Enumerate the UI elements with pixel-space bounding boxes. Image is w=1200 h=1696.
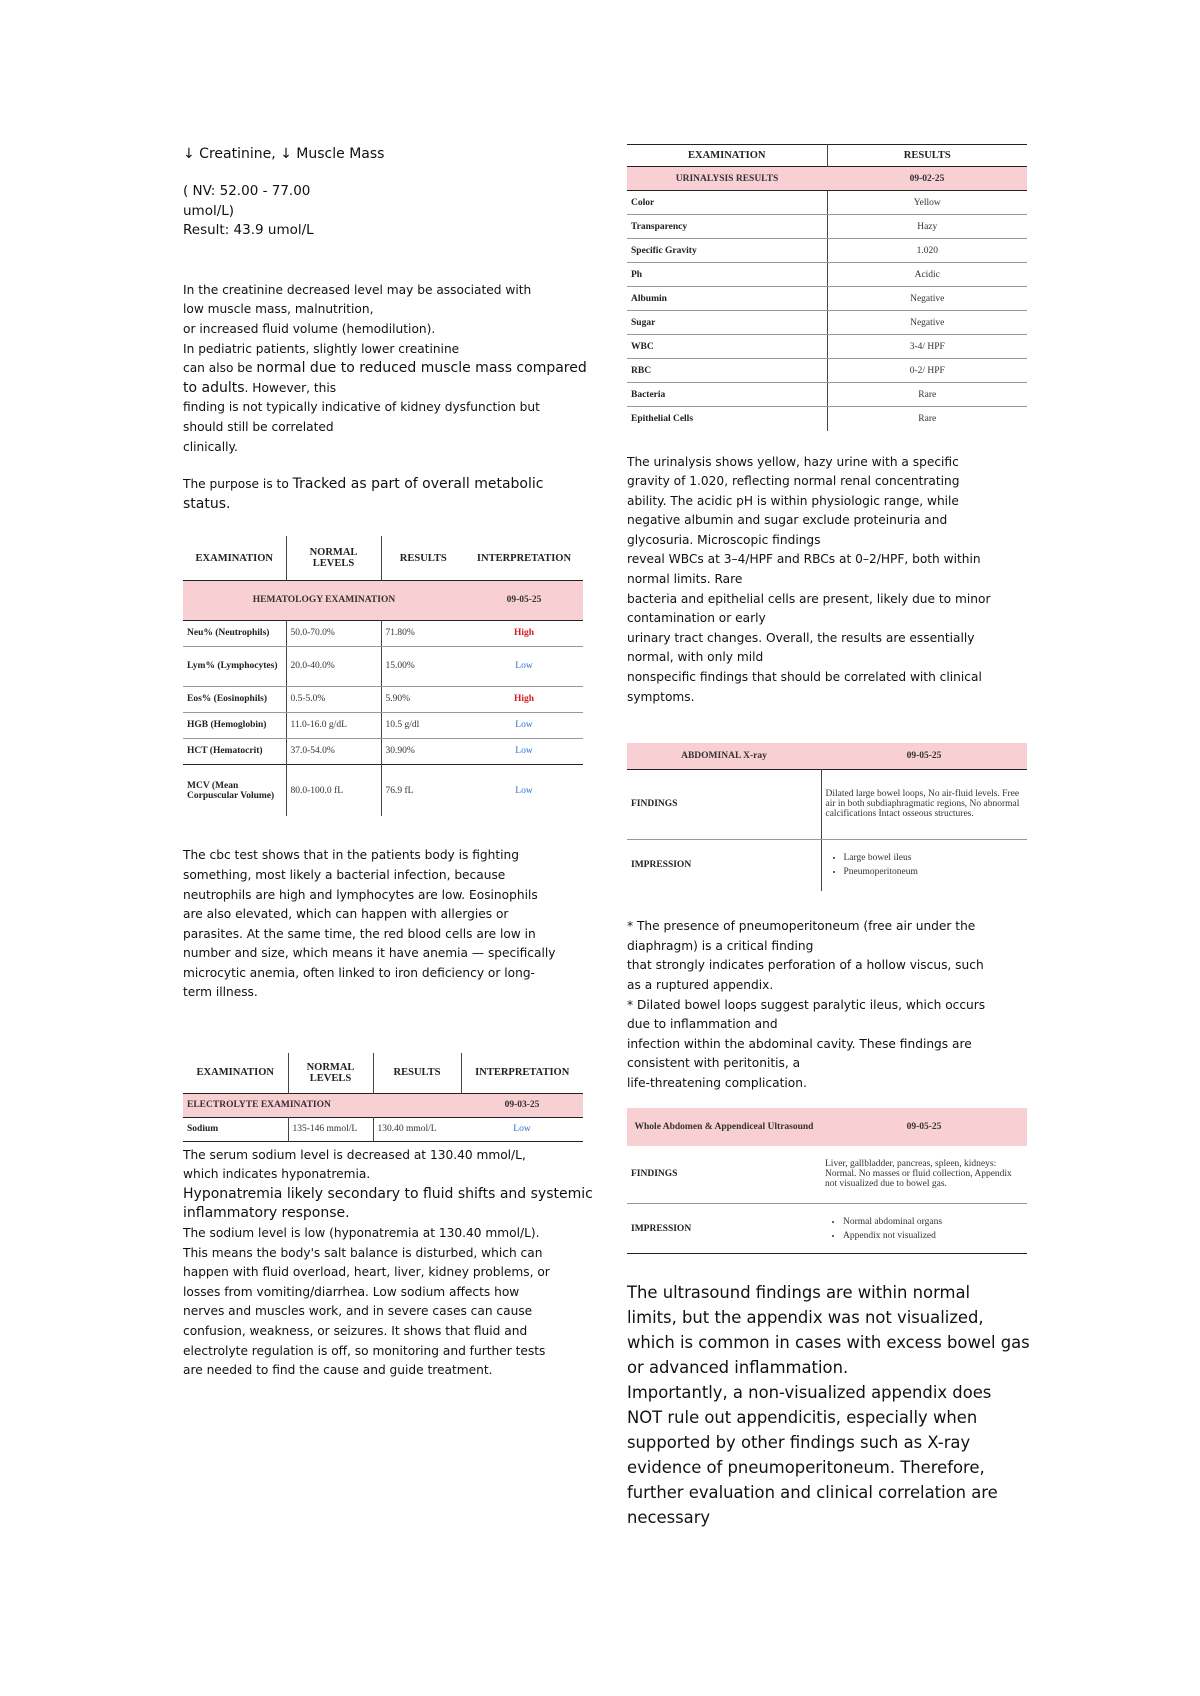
normal-value-line1: ( NV: 52.00 - 77.00 — [183, 183, 311, 199]
table-row: FINDINGS Dilated large bowel loops, No air-fluid levels. Free air in both subdiaphragmatic regions, No abnormal calcifications Intact osseous structures. — [627, 769, 1027, 839]
list-item: • Appendix not visualized — [843, 1231, 1023, 1241]
section-date: 09-05-25 — [465, 580, 583, 620]
text-line: can also be normal due to reduced muscle mass compared — [183, 360, 587, 377]
electrolyte-table — [183, 1053, 583, 1142]
header-cell: RESULTS — [381, 536, 465, 580]
table-row: Ph Acidic — [627, 263, 1027, 287]
status-low: Low — [515, 785, 533, 796]
table-row: HGB (Hemoglobin) 11.0-16.0 g/dL 10.5 g/dl Low — [183, 712, 583, 738]
normal-value-line2: umol/L) — [183, 202, 235, 219]
right-column — [627, 144, 1030, 1530]
table-row: RBC 0-2/ HPF — [627, 359, 1027, 383]
status-low: Low — [465, 712, 583, 738]
text-line: clinically. — [183, 439, 238, 454]
table-row: IMPRESSION • Large bowel ileus • Pneumoperitoneum — [627, 839, 1027, 891]
text-line: to adults. However, this — [183, 379, 337, 396]
table-header-row: EXAMINATION NORMAL LEVELS RESULTS INTERPRETATION — [183, 1053, 583, 1093]
table-row: Lym% (Lymphocytes) 20.0-40.0% 15.00% Low — [183, 646, 583, 686]
table-row: Neu% (Neutrophils) 50.0-70.0% 71.80% High — [183, 620, 583, 646]
table-row: Transparency Hazy — [627, 215, 1027, 239]
list-item: • Pneumoperitoneum — [844, 867, 1024, 877]
section-row: ABDOMINAL X-ray 09-05-25 — [627, 743, 1027, 769]
purpose-paragraph: The purpose is to Tracked as part of overall metabolic status. — [183, 476, 544, 512]
table-row: Albumin Negative — [627, 287, 1027, 311]
impression-list — [826, 853, 1024, 877]
header-cell: INTERPRETATION — [476, 552, 572, 564]
table-row: FINDINGS Liver, gallbladder, pancreas, spleen, kidneys: Normal. No masses or fluid collection, Appendix not visualized due to bowel gas. — [627, 1146, 1027, 1204]
text-line: or increased fluid volume (hemodilution). — [183, 321, 436, 336]
table-row: Bacteria Rare — [627, 383, 1027, 407]
text-line: In the creatinine decreased level may be associated with — [183, 282, 532, 297]
creatinine-title: ↓ Creatinine, ↓ Muscle Mass — [183, 146, 385, 162]
text-line: finding is not typically indicative of kidney dysfunction but — [183, 400, 540, 415]
urinalysis-table — [627, 144, 1027, 431]
section-row: URINALYSIS RESULTS 09-02-25 — [627, 167, 1027, 191]
table-row: IMPRESSION • Normal abdominal organs • Appendix not visualized — [627, 1204, 1027, 1254]
xray-table — [627, 743, 1027, 891]
ultrasound-table — [627, 1108, 1027, 1255]
left-column — [183, 144, 593, 1381]
table-row: Epithelial Cells Rare — [627, 407, 1027, 431]
table-row: Specific Gravity 1.020 — [627, 239, 1027, 263]
cbc-paragraph: The cbc test shows that in the patients body is fighting something, most likely a bacterial infection, because neutrophils are high and lymphocytes are low. Eosinophils are also elevated, which can happen with allergies or parasites. At the same time, the red blood cells are low in number and size, which means it have anemia — specifically microcytic anemia, often linked to iron deficiency or long- term illness. — [183, 848, 556, 1000]
status-high: High — [465, 686, 583, 712]
text-line: In pediatric patients, slightly lower creatinine — [183, 341, 460, 356]
table-row: WBC 3-4/ HPF — [627, 335, 1027, 359]
header-cell: EXAMINATION — [195, 552, 273, 564]
table-row: Eos% (Eosinophils) 0.5-5.0% 5.90% High — [183, 686, 583, 712]
xray-paragraph: * The presence of pneumoperitoneum (free air under the diaphragm) is a critical finding that strongly indicates perforation of a hollow viscus, such as a ruptured appendix. * Dilated bowel loops suggest paralytic ileus, which occurs due to inflammation and infection within the abdominal cavity. These findings are consistent with peritonitis, a life-threatening complication. — [627, 919, 986, 1090]
status-high: High — [465, 620, 583, 646]
text-line: should still be correlated — [183, 419, 334, 434]
table-row: Sugar Negative — [627, 311, 1027, 335]
list-item: • Normal abdominal organs — [843, 1217, 1023, 1227]
creatinine-result: Result: 43.9 umol/L — [183, 222, 314, 239]
hematology-table — [183, 536, 583, 816]
table-header-row — [183, 536, 583, 580]
urinalysis-paragraph: The urinalysis shows yellow, hazy urine with a specific gravity of 1.020, reflecting normal renal concentrating ability. The acidic pH is within physiologic range, while negative albumin and sugar exclude proteinuria and glycosuria. Microscopic findings reveal WBCs at 3–4/HPF and RBCs at 0–2/HPF, both within normal limits. Rare bacteria and epithelial cells are present, likely due to minor contamination or early urinary tract changes. Overall, the results are essentially normal, with only mild nonspecific findings that should be correlated with clinical symptoms. — [627, 454, 991, 704]
table-row: HCT (Hematocrit) 37.0-54.0% 30.90% Low — [183, 738, 583, 764]
section-row — [183, 580, 583, 620]
section-row: ELECTROLYTE EXAMINATION 09-03-25 — [183, 1093, 583, 1117]
list-item: • Large bowel ileus — [844, 853, 1024, 863]
creatinine-paragraph — [183, 281, 587, 457]
status-low: Low — [515, 746, 533, 757]
table-row: Sodium 135-146 mmol/L 130.40 mmol/L Low — [183, 1117, 583, 1141]
table-row: MCV (Mean Corpuscular Volume) 80.0-100.0 fL 76.9 fL Low — [183, 764, 583, 816]
header-cell: NORMAL LEVELS — [286, 536, 381, 580]
status-low: Low — [513, 1124, 531, 1135]
text-line: low muscle mass, malnutrition, — [183, 302, 374, 317]
section-title: HEMATOLOGY EXAMINATION — [183, 580, 465, 620]
ultrasound-paragraph: The ultrasound findings are within normal limits, but the appendix was not visualized, which is common in cases with excess bowel gas or advanced inflammation. Importantly, a non-visualized appendix does NOT rule out appendicitis, especially when supported by other findings such as X-ray evidence of pneumoperitoneum. Therefore, further evaluation and clinical correlation are necessary — [627, 1283, 1030, 1528]
table-row: Color Yellow — [627, 191, 1027, 215]
impression-list — [825, 1217, 1023, 1241]
section-row: Whole Abdomen & Appendiceal Ultrasound 09-05-25 — [627, 1108, 1027, 1146]
sodium-paragraph: The serum sodium level is decreased at 130.40 mmol/L, which indicates hyponatremia. Hyponatremia likely secondary to fluid shifts and systemic inflammatory response. The sodium level is low (hyponatremia at 130.40 mmol/L). This means the body's salt balance is disturbed, which can happen with fluid overload, heart, liver, kidney problems, or losses from vomiting/diarrhea. Low sodium affects how nerves and muscles work, and in severe cases can cause confusion, weakness, or seizures. It shows that fluid and electrolyte regulation is off, so monitoring and further tests are needed to find the cause and guide treatment. — [183, 1147, 593, 1378]
table-header-row: EXAMINATION RESULTS — [627, 145, 1027, 167]
status-low: Low — [465, 646, 583, 686]
